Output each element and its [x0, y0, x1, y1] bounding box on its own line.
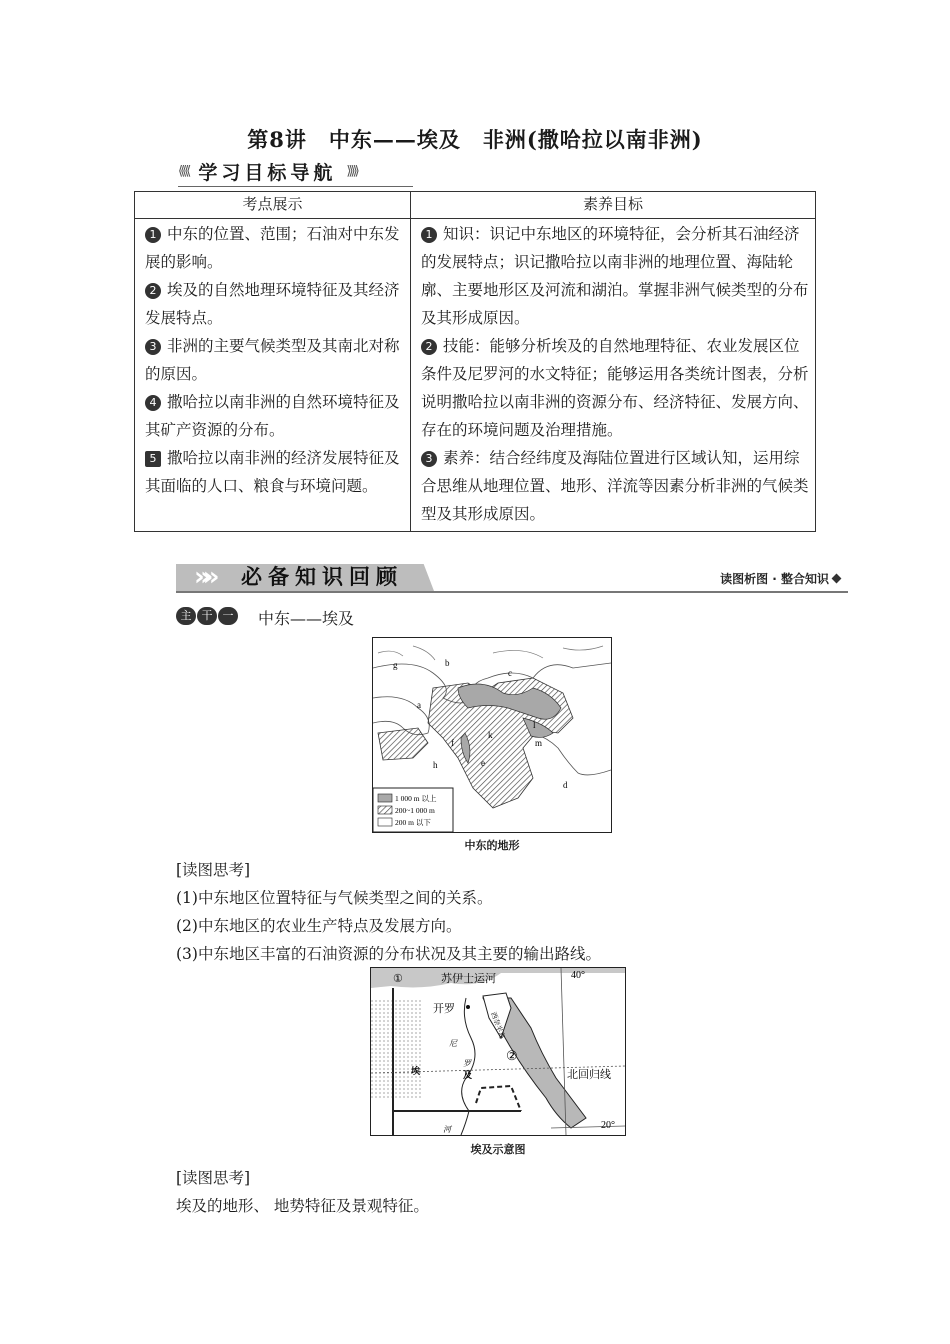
exam-point-item [145, 388, 404, 444]
exam-point-item [145, 332, 404, 388]
egypt-label: 及 [463, 1070, 473, 1080]
map-letter: l [533, 720, 536, 730]
number-badge: 5 [145, 451, 161, 467]
goals-banner-label: 学习目标导航 [198, 161, 337, 184]
terrain-map-svg [373, 638, 611, 832]
exam-point-text: 撒哈拉以南非洲的自然环境特征及其矿产资源的分布。 [145, 393, 400, 439]
number-badge: 4 [145, 395, 161, 411]
cairo-label: 开罗 [433, 1003, 455, 1015]
think1-line: (1)中东地区位置特征与气候类型之间的关系。 [176, 889, 493, 907]
literacy-goals-cell [411, 219, 816, 532]
sinai-label: 西奈半岛 [489, 1010, 507, 1040]
exam-point-item [145, 276, 404, 332]
goals-banner-rule [178, 186, 413, 187]
review-banner-rule [176, 591, 848, 593]
review-banner [176, 564, 848, 594]
map-letter: m [535, 738, 543, 748]
page-title: 第8讲 中东——埃及 非洲(撒哈拉以南非洲) [247, 127, 703, 152]
think2-heading: [读图思考] [176, 1169, 251, 1187]
think1-line: (3)中东地区丰富的石油资源的分布状况及其主要的输出路线。 [176, 945, 601, 963]
goals-banner [178, 158, 357, 184]
literacy-goal-item [421, 444, 809, 528]
canal-label: 苏伊士运河 [441, 973, 496, 985]
map-letter: c [508, 668, 512, 678]
main-badge-char: 主 [176, 607, 196, 625]
egypt-sketch-map [370, 967, 626, 1136]
table-header-left: 考点展示 [135, 192, 411, 219]
exam-point-text: 撒哈拉以南非洲的经济发展特征及其面临的人口、粮食与环境问题。 [145, 449, 400, 495]
double-chevron-icon: »» [194, 562, 212, 592]
think1-heading: [读图思考] [176, 861, 251, 879]
literacy-goal-item [421, 332, 809, 444]
map-letter: e [481, 758, 485, 768]
sea-marker: ① [393, 973, 403, 985]
nile-label: 河 [443, 1125, 451, 1134]
literacy-goal-text: 素养：结合经纬度及海陆位置进行区域认知，运用综合思维从地理位置、地形、洋流等因素分析非洲的气候类型及其形成原因。 [421, 449, 809, 523]
nile-label: 罗 [463, 1059, 471, 1068]
exam-point-text: 中东的位置、范围；石油对中东发展的影响。 [145, 225, 400, 271]
think2-line: 埃及的地形、 地势特征及景观特征。 [176, 1197, 429, 1215]
review-banner-label: 必备知识回顾 [241, 565, 403, 589]
sea-marker: ② [506, 1048, 518, 1063]
map-letter: d [563, 780, 568, 790]
table-header-right: 素养目标 [411, 192, 816, 219]
legend-label: 200 m 以下 [395, 818, 431, 827]
diamond-icon [832, 574, 842, 584]
exam-point-item [145, 220, 404, 276]
think1-line: (2)中东地区的农业生产特点及发展方向。 [176, 917, 462, 935]
literacy-goal-text: 知识：识记中东地区的环境特征，会分析其石油经济的发展特点；识记撒哈拉以南非洲的地理位置、海陆轮廓、主要地形区及河流和湖泊。掌握非洲气候类型的分布及其形成原因。 [421, 225, 809, 327]
egypt-label: 埃 [411, 1066, 421, 1076]
chevron-left-icon: ⟨⟨⟨⟨⟨ [178, 163, 189, 179]
latitude-label: 20° [601, 1120, 615, 1131]
map2-caption: 埃及示意图 [470, 1143, 526, 1156]
exam-point-item [145, 444, 404, 500]
number-badge: 3 [145, 339, 161, 355]
legend-label: 200~1 000 m [395, 806, 435, 815]
map-letter: k [488, 730, 493, 740]
exam-point-text: 非洲的主要气候类型及其南北对称的原因。 [145, 337, 400, 383]
tropic-label: 北回归线 [567, 1069, 611, 1081]
longitude-label: 40° [571, 970, 585, 981]
chevron-right-icon: ⟩⟩⟩⟩⟩ [346, 163, 357, 179]
section-title: 中东——埃及 [258, 609, 355, 628]
number-badge: 2 [145, 283, 161, 299]
map-letter: f [451, 738, 454, 748]
map-letter: b [445, 658, 450, 668]
map-letter: g [393, 660, 398, 670]
main-badge [176, 607, 239, 625]
number-badge: 1 [145, 227, 161, 243]
exam-points-cell [135, 219, 411, 532]
map-letter: a [417, 700, 421, 710]
goals-table [134, 191, 816, 532]
exam-point-text: 埃及的自然地理环境特征及其经济发展特点。 [145, 281, 400, 327]
middle-east-terrain-map [372, 637, 612, 833]
egypt-map-svg [371, 968, 625, 1135]
map-letter: h [433, 760, 438, 770]
review-banner-subtitle [720, 570, 840, 587]
review-banner-subtitle-text: 读图析图 · 整合知识 [720, 572, 829, 586]
map1-caption: 中东的地形 [464, 839, 520, 852]
main-badge-char: 干 [197, 607, 217, 625]
number-badge: 3 [421, 451, 437, 467]
number-badge: 1 [421, 227, 437, 243]
nile-label: 尼 [449, 1039, 457, 1048]
number-badge: 2 [421, 339, 437, 355]
literacy-goal-text: 技能：能够分析埃及的自然地理特征、农业发展区位条件及尼罗河的水文特征；能够运用各类统计图表，分析说明撒哈拉以南非洲的资源分布、经济特征、发展方向、存在的环境问题及治理措施。 [421, 337, 809, 439]
legend-label: 1 000 m 以上 [395, 794, 437, 803]
terrain-legend [373, 788, 453, 832]
main-badge-char: 一 [218, 607, 238, 625]
literacy-goal-item [421, 220, 809, 332]
